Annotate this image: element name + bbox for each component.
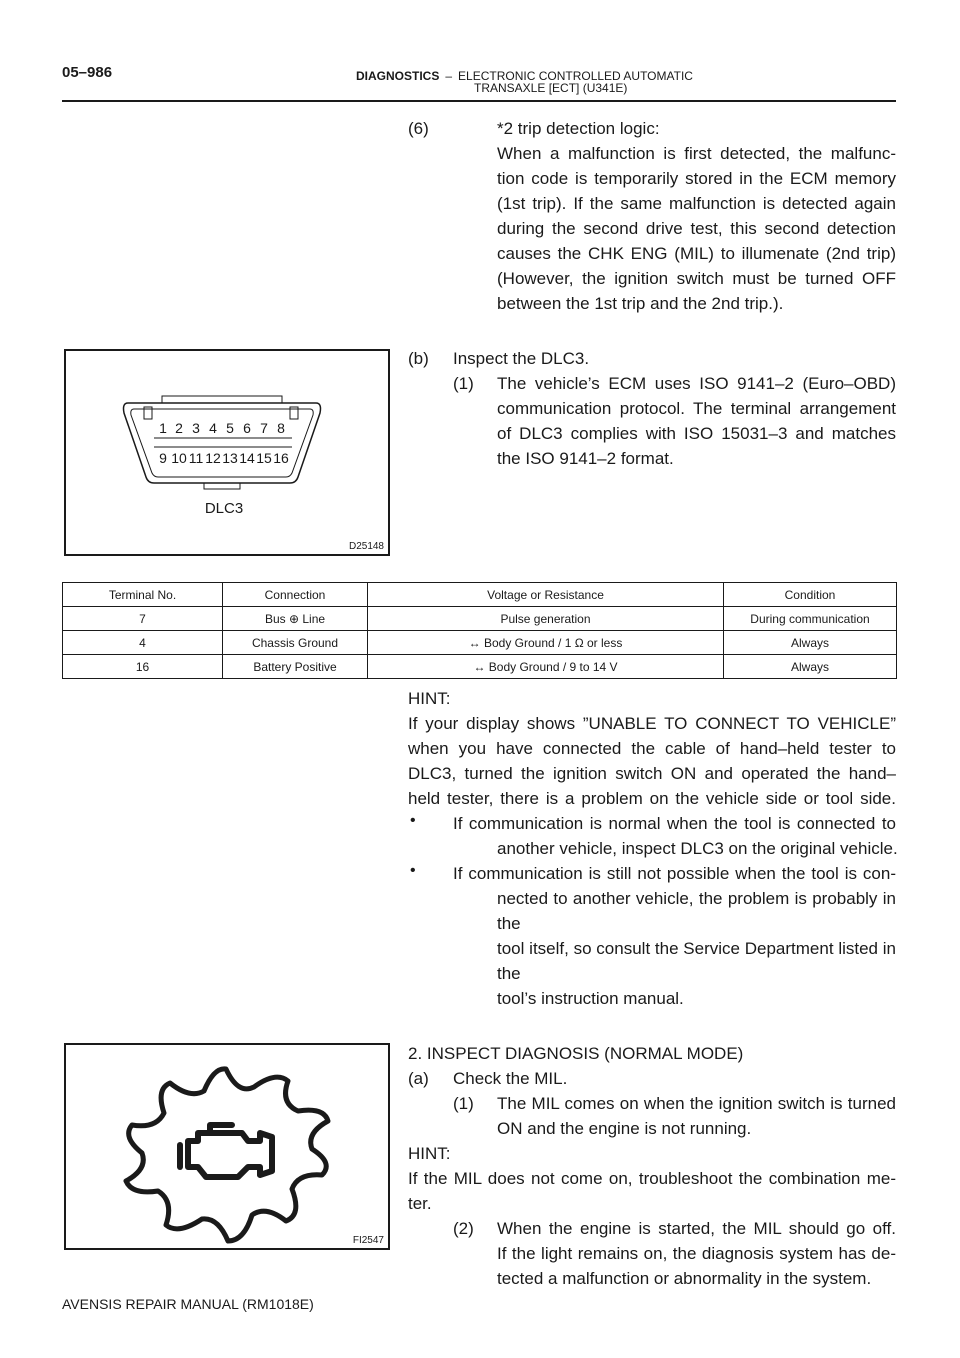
step2a2-line: If the light remains on, the diagnosis system has de- xyxy=(497,1244,896,1263)
step2a2-line: When the engine is started, the MIL should go off. xyxy=(497,1219,896,1238)
table-cell: ↔ Body Ground / 9 to 14 V xyxy=(368,655,724,679)
pin-label: 14 xyxy=(239,450,255,466)
step6-line: (However, the ignition switch must be turned OFF xyxy=(497,269,896,288)
table-cell: 4 xyxy=(63,631,223,655)
hint1-line: held tester, there is a problem on the vehicle side or tool side. xyxy=(408,789,896,808)
step6-body xyxy=(497,141,896,316)
pin-label: 15 xyxy=(256,450,272,466)
hint1-line: If your display shows ”UNABLE TO CONNECT TO VEHICLE” xyxy=(408,714,896,733)
table-cell: During communication xyxy=(724,607,897,631)
bullet-icon: • xyxy=(410,862,416,879)
step2a2-number: (2) xyxy=(453,1219,474,1238)
page-number: 05–986 xyxy=(62,64,113,81)
pin-label: 6 xyxy=(243,420,251,436)
bullet2-line: tool’s instruction manual. xyxy=(497,989,684,1008)
hint-label: HINT: xyxy=(408,689,451,708)
header-rule xyxy=(62,100,896,102)
table-row xyxy=(63,631,897,655)
table-cell: ↔ Body Ground / 1 Ω or less xyxy=(368,631,724,655)
step6-line: causes the CHK ENG (MIL) to illumenate (2nd trip) xyxy=(497,244,896,263)
stepb-line: communication protocol. The terminal arrangement xyxy=(497,399,896,418)
table-header: Condition xyxy=(724,583,897,607)
pin-label: 4 xyxy=(209,420,217,436)
bullet1-body xyxy=(453,811,896,861)
dlc3-figure xyxy=(64,349,390,556)
page-header xyxy=(356,70,693,94)
step2a-number: (a) xyxy=(408,1069,429,1088)
pin-label: 2 xyxy=(175,420,183,436)
bullet2-line: tool itself, so consult the Service Department listed in the xyxy=(497,939,896,983)
table-header: Voltage or Resistance xyxy=(368,583,724,607)
header-title-line1: ELECTRONIC CONTROLLED AUTOMATIC xyxy=(458,69,693,83)
pin-label: 8 xyxy=(277,420,285,436)
figure-code: D25148 xyxy=(348,541,384,552)
table-cell: Battery Positive xyxy=(223,655,368,679)
table-row xyxy=(63,607,897,631)
header-dash: – xyxy=(445,69,453,83)
step2a1-line: ON and the engine is not running. xyxy=(497,1119,752,1138)
table-header: Terminal No. xyxy=(63,583,223,607)
step2a2-body xyxy=(497,1216,896,1291)
hint1-line: DLC3, turned the ignition switch ON and operated the hand– xyxy=(408,764,896,783)
pin-label: 9 xyxy=(159,450,167,466)
table-cell: Chassis Ground xyxy=(223,631,368,655)
table-row xyxy=(63,655,897,679)
dlc3-label: DLC3 xyxy=(204,500,244,517)
table-cell: 7 xyxy=(63,607,223,631)
pin-label: 16 xyxy=(273,450,289,466)
footer-text: AVENSIS REPAIR MANUAL (RM1018E) xyxy=(62,1296,314,1312)
pin-label: 7 xyxy=(260,420,268,436)
table-cell: Pulse generation xyxy=(368,607,724,631)
table-header: Connection xyxy=(223,583,368,607)
bullet-icon: • xyxy=(410,812,416,829)
figure-code: FI2547 xyxy=(352,1235,384,1246)
stepb-line: of DLC3 complies with ISO 15031–3 and matches xyxy=(497,424,896,443)
step6-line: tion code is temporarily stored in the ECM memory xyxy=(497,169,896,188)
stepb-number: (b) xyxy=(408,349,429,368)
step6-number: (6) xyxy=(408,119,429,138)
hint1-body xyxy=(408,711,896,811)
step2a1-number: (1) xyxy=(453,1094,474,1113)
hint2-line: If the MIL does not come on, troubleshoot the combination me- xyxy=(408,1169,896,1188)
step6-line: (1st trip). If the same malfunction is detected again xyxy=(497,194,896,213)
step6-line: during the second drive test, this second detection xyxy=(497,219,896,238)
step6-title: *2 trip detection logic: xyxy=(497,119,660,138)
dlc3-connector-diagram xyxy=(66,351,388,554)
pin-label: 3 xyxy=(192,420,200,436)
bullet2-line: nected to another vehicle, the problem is probably in the xyxy=(497,889,896,933)
step2a1-body xyxy=(497,1091,896,1141)
table-header-row xyxy=(63,583,897,607)
step2a-title: Check the MIL. xyxy=(453,1069,568,1088)
bullet1-line: another vehicle, inspect DLC3 on the original vehicle. xyxy=(497,839,898,858)
hint-label: HINT: xyxy=(408,1144,451,1163)
stepb-body xyxy=(497,371,896,471)
hint2-line: ter. xyxy=(408,1194,432,1213)
step2a2-line: tected a malfunction or abnormality in the system. xyxy=(497,1269,872,1288)
pin-label: 10 xyxy=(171,450,187,466)
pin-label: 5 xyxy=(226,420,234,436)
pin-label: 12 xyxy=(205,450,221,466)
mil-figure xyxy=(64,1043,390,1250)
pin-label: 1 xyxy=(159,420,167,436)
bullet2-body xyxy=(453,861,896,1011)
table-cell: Bus ⊕ Line xyxy=(223,607,368,631)
bullet2-line: If communication is still not possible when the tool is con- xyxy=(453,864,896,883)
step6-line: When a malfunction is first detected, the malfunc- xyxy=(497,144,896,163)
header-title-line2: TRANSAXLE [ECT] (U341E) xyxy=(474,81,628,95)
step2-heading: 2. INSPECT DIAGNOSIS (NORMAL MODE) xyxy=(408,1044,744,1063)
stepb-sub-number: (1) xyxy=(453,374,474,393)
bullet1-line: If communication is normal when the tool is connected to xyxy=(453,814,896,833)
stepb-line: the ISO 9141–2 format. xyxy=(497,449,674,468)
dlc3-terminal-table xyxy=(62,582,897,679)
stepb-title: Inspect the DLC3. xyxy=(453,349,590,368)
table-cell: Always xyxy=(724,631,897,655)
step6-line: between the 1st trip and the 2nd trip.). xyxy=(497,294,784,313)
step2a1-line: The MIL comes on when the ignition switch is turned xyxy=(497,1094,896,1113)
hint2-body xyxy=(408,1166,896,1216)
table-cell: 16 xyxy=(63,655,223,679)
pin-label: 11 xyxy=(188,450,204,466)
hint1-line: when you have connected the cable of hand–held tester to xyxy=(408,739,896,758)
stepb-line: The vehicle’s ECM uses ISO 9141–2 (Euro–OBD) xyxy=(497,374,896,393)
section-name: DIAGNOSTICS xyxy=(356,69,440,83)
check-engine-icon xyxy=(66,1045,388,1248)
pin-label: 13 xyxy=(222,450,238,466)
table-cell: Always xyxy=(724,655,897,679)
